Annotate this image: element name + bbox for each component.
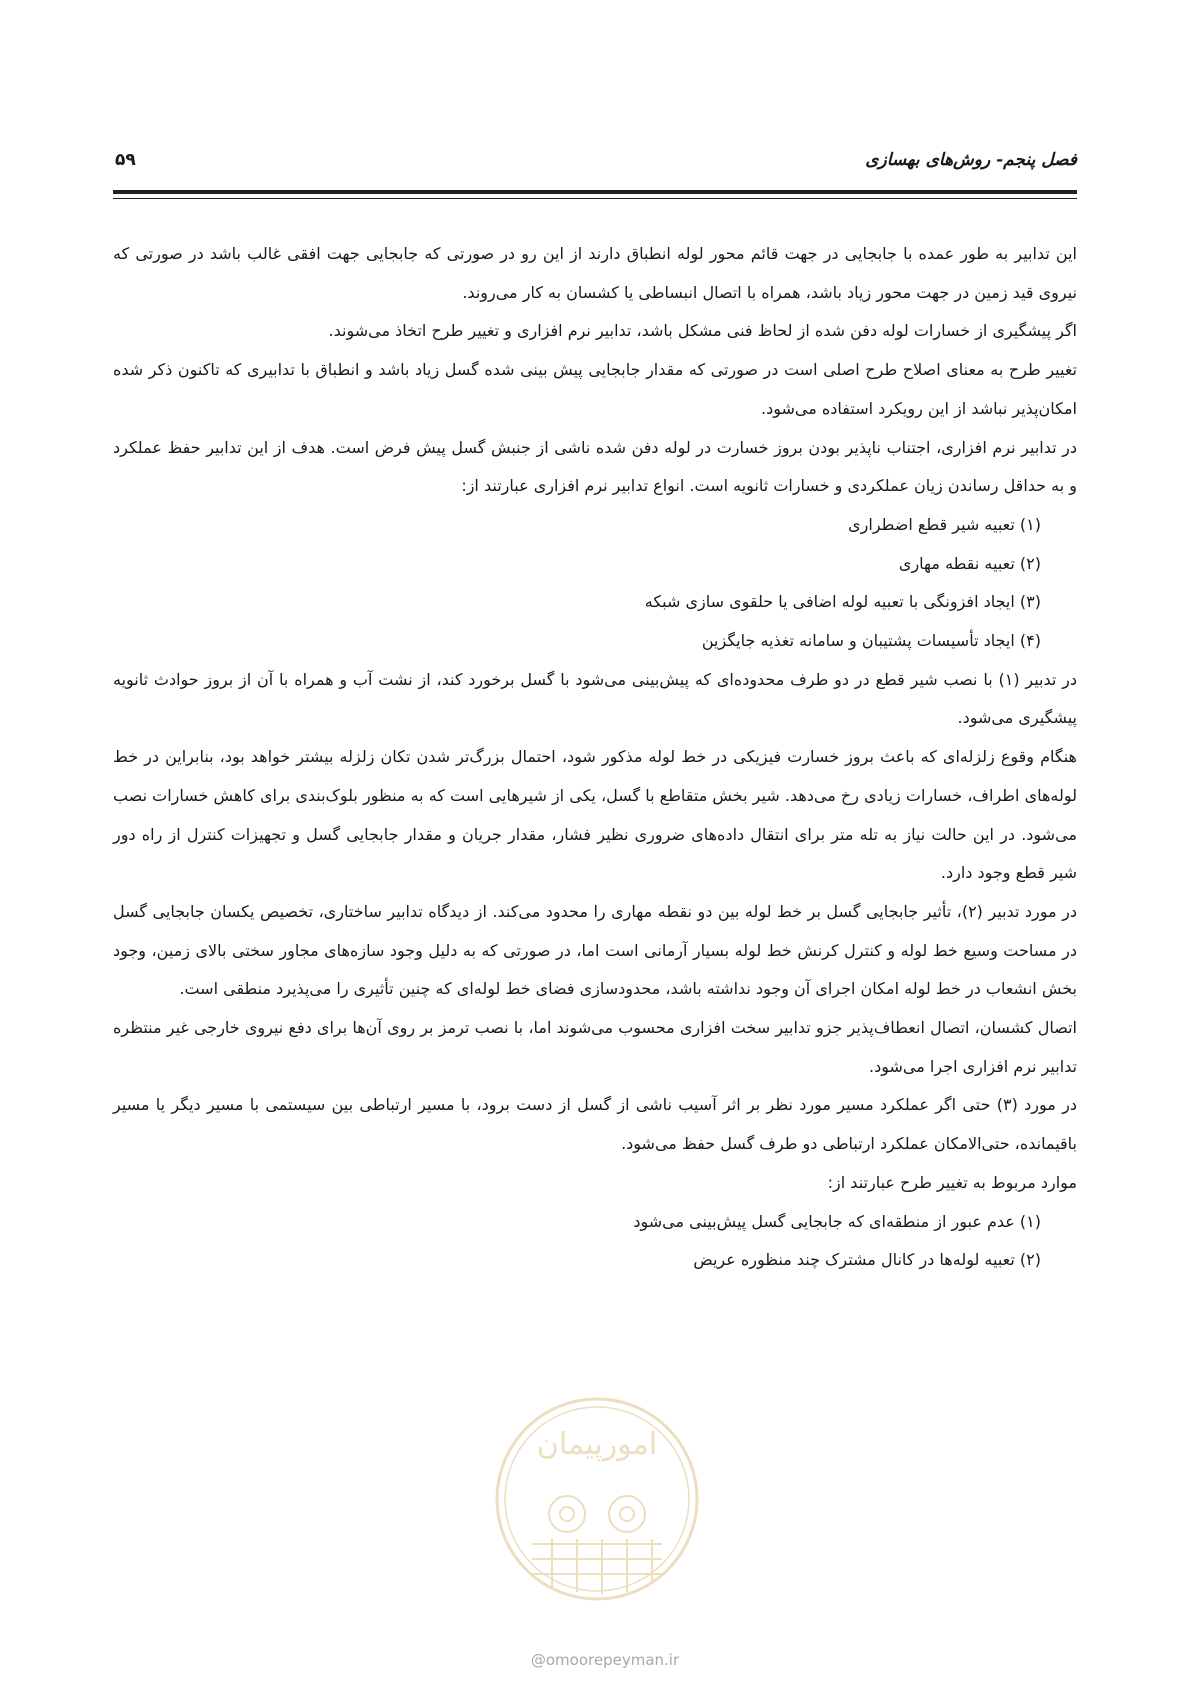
paragraph-9: در مورد (۳) حتی اگر عملکرد مسیر مورد نظر بر اثر آسیب ناشی از گسل از دست برود، با مسیر ارتباطی بین سیستمی با مسیر دیگر یا مسیر باقیمانده، حتی‌الامکان عملکرد ارتباطی دو طرف گسل حفظ می‌شود. — [113, 1095, 1078, 1154]
list-item: (۱) تعبیه شیر قطع اضطراری — [848, 514, 1041, 534]
watermark-logo — [492, 1394, 702, 1604]
paragraph-3: تغییر طرح به معنای اصلاح طرح اصلی است در صورتی که مقدار جابجایی پیش بینی شده گسل زیاد باشد و انطباق با تدابیری که تاکنون ذکر شده امکان‌پذیر نباشد از این رویکرد استفاده می‌شود. — [113, 360, 1077, 418]
page-header — [113, 148, 1077, 178]
list-lead: موارد مربوط به تغییر طرح عبارتند از: — [827, 1172, 1077, 1192]
list-item: (۱) عدم عبور از منطقه‌ای که جابجایی گسل پیش‌بینی می‌شود — [633, 1211, 1041, 1231]
paragraph-4: در تدابیر نرم افزاری، اجتناب ناپذیر بودن بروز خسارت در لوله دفن شده ناشی از جنبش گسل پیش فرض است. هدف از این تدابیر حفظ عملکرد و به حداقل رساندن زیان عملکردی و خسارات ثانویه است. انواع تدابیر نرم افزاری عبارتند از: — [113, 437, 1077, 496]
body-text — [113, 235, 1077, 1280]
header-rule-thin — [113, 198, 1077, 199]
list-item: (۲) تعبیه لوله‌ها در کانال مشترک چند منظوره عریض — [693, 1250, 1041, 1270]
paragraph-5: در تدبیر (۱) با نصب شیر قطع در دو طرف محدوده‌ای که پیش‌بینی می‌شود با گسل برخورد کند، از نشت آب و همراه با آن از بروز حوادث ثانویه پیشگیری می‌شود. — [113, 669, 1078, 728]
paragraph-7: در مورد تدبیر (۲)، تأثیر جابجایی گسل بر خط لوله بین دو نقطه مهاری را محدود می‌کند. از دیدگاه تدابیر ساختاری، تخصیص یکسان جابجایی گسل در مساحت وسیع خط لوله و کنترل کرنش خط لوله بسیار آرمانی است اما، در صورتی که به دلیل وجود سازه‌های مجاور سختی بالای زمین، وجود بخش انشعاب در خط لوله امکان اجرای آن وجود نداشته باشد، محدودسازی فضای خط لوله‌ای که چنین تأثیری را می‌پذیرد منطقی است. — [113, 901, 1077, 999]
paragraph-1: این تدابیر به طور عمده با جابجایی در جهت قائم محور لوله انطباق دارند از این رو در صورتی که جابجایی جهت افقی غالب باشد در صورتی که نیروی قید زمین در جهت محور زیاد باشد، همراه با اتصال انبساطی یا کشسان به کار می‌روند. — [113, 244, 1077, 302]
list-item: (۴) ایجاد تأسیسات پشتیبان و سامانه تغذیه جایگزین — [701, 631, 1041, 651]
page-number: ۵۹ — [115, 150, 136, 170]
header-rule-thick — [113, 190, 1077, 194]
chapter-title: فصل پنجم- روش‌های بهسازی — [865, 150, 1077, 170]
watermark-site: @omoorepeyman.ir — [530, 1651, 680, 1669]
paragraph-6: هنگام وقوع زلزله‌ای که باعث بروز خسارت فیزیکی در خط لوله مذکور شود، احتمال بزرگ‌تر شدن تکان زلزله بیشتر خواهد بود، بنابراین در خط لوله‌های اطراف، خسارات زیادی رخ می‌دهد. شیر بخش متقاطع با گسل، یکی از شیرهایی است که به منظور بلوک‌بندی برای کاهش خسارات نصب می‌شود. در این حالت نیاز به تله متر برای انتقال داده‌های ضروری نظیر فشار، مقدار جریان و مقدار جابجایی گسل و تجهیزات کنترل از راه دور شیر قطع وجود دارد. — [113, 747, 1077, 883]
list-item: (۲) تعبیه نقطه مهاری — [898, 553, 1041, 573]
paragraph-8: اتصال کشسان، اتصال انعطاف‌پذیر جزو تدابیر سخت افزاری محسوب می‌شوند اما، با نصب ترمز بر روی آن‌ها برای دفع نیروی خارجی غیر منتظره تدابیر نرم افزاری اجرا می‌شود. — [113, 1018, 1077, 1076]
watermark-logo-text: امورپیمان — [536, 1427, 658, 1462]
list-item: (۳) ایجاد افزونگی با تعبیه لوله اضافی یا حلقوی سازی شبکه — [644, 592, 1041, 612]
paragraph-2: اگر پیشگیری از خسارات لوله دفن شده از لحاظ فنی مشکل باشد، تدابیر نرم افزاری و تغییر طرح اتخاذ می‌شوند. — [328, 321, 1077, 341]
